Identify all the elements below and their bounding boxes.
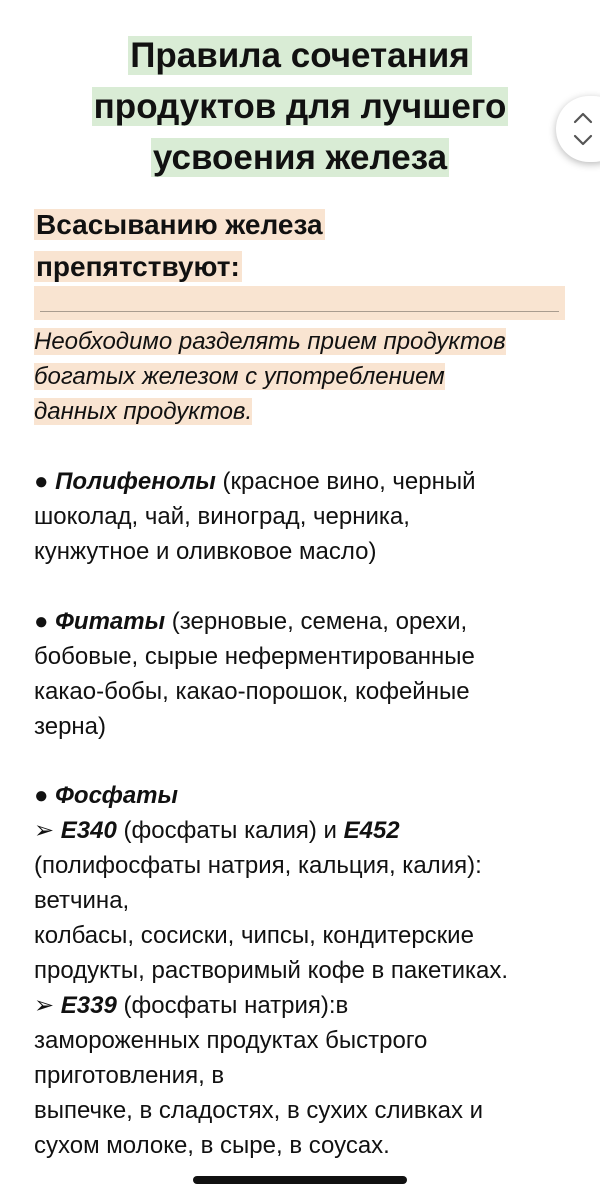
title-line: продуктов для лучшего [93,87,507,126]
note-line: Необходимо разделять прием продуктов [34,328,506,355]
item-description: ветчина, [34,887,130,914]
title-line: усвоения железа [152,138,448,177]
additive-code: E452 [343,817,400,844]
heading-line: Всасыванию железа [36,209,323,240]
list-item-phytates [34,604,574,744]
item-description: зерна) [34,713,107,740]
item-description: выпечке, в сладостях, в сухих сливках и [34,1097,484,1124]
list-item-polyphenols [34,464,574,569]
item-description: (фосфаты натрия):в [116,992,349,1019]
item-name: Фитаты [55,608,166,635]
item-name: Полифенолы [55,468,216,495]
note-paragraph [34,324,574,429]
item-description: (полифосфаты натрия, кальция, калия): [34,852,482,879]
bullet: ● [34,782,49,809]
note-line: данных продуктов. [34,398,253,425]
additive-code: E339 [60,992,117,1019]
item-description: колбасы, сосиски, чипсы, кондитерские [34,922,474,949]
item-description: приготовления, в [34,1062,225,1089]
item-description: сухом молоке, в сыре, в соусах. [34,1132,390,1159]
list-item-phosphates [34,778,574,1163]
item-description: замороженных продуктах быстрого [34,1027,428,1054]
note-line: богатых железом с употреблением [34,363,445,390]
bullet: ● [34,608,49,635]
item-description: кунжутное и оливковое масло) [34,538,377,565]
item-description: продукты, растворимый кофе в пакетиках. [34,957,509,984]
item-name: Фосфаты [55,782,179,809]
home-indicator[interactable] [193,1176,407,1184]
arrow-bullet-icon: ➢ [34,992,55,1019]
section-heading [34,204,574,288]
page-title [0,30,600,183]
divider-line [40,311,559,312]
heading-line: препятствуют: [36,251,240,282]
item-description: бобовые, сырые неферментированные [34,643,475,670]
arrow-bullet-icon: ➢ [34,817,55,844]
title-line: Правила сочетания [130,36,470,75]
item-description: (красное вино, черный [215,468,476,495]
item-description: какао-бобы, какао-порошок, кофейные [34,678,470,705]
up-down-chevrons-icon [572,109,594,149]
item-description: (зерновые, семена, орехи, [165,608,468,635]
highlighted-divider [34,286,565,320]
item-description: шоколад, чай, виноград, черника, [34,503,410,530]
additive-code: E340 [60,817,117,844]
item-description: (фосфаты калия) и [116,817,344,844]
bullet: ● [34,468,49,495]
